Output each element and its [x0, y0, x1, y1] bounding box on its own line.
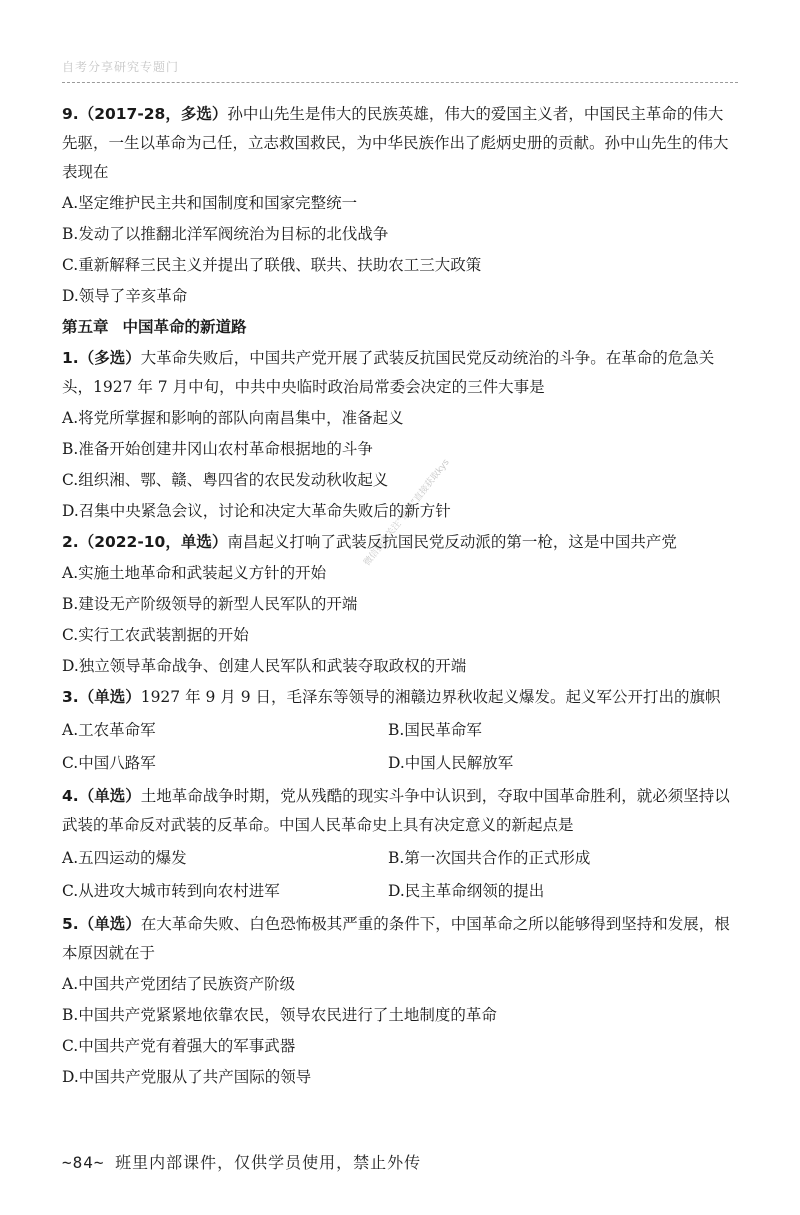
option-d: D.民主革命纲领的提出 [388, 882, 545, 900]
question-tag: （单选） [78, 688, 141, 706]
question-text: 1927 年 9 月 9 日，毛泽东等领导的湘赣边界秋收起义爆发。起义军公开打出的旗帜 [140, 688, 721, 706]
watermark: 微信搜索关注“搜题”直接获取kys [362, 457, 452, 569]
option-a: A.中国共产党团结了民族资产阶级 [62, 975, 296, 993]
question-stem [62, 910, 734, 968]
option-b: B.建设无产阶级领导的新型人民军队的开端 [62, 595, 358, 613]
options-grid [62, 842, 734, 908]
question-number: 3. [62, 688, 79, 706]
question-number: 5. [62, 915, 79, 933]
question-tag: （多选） [78, 349, 141, 367]
question-text: 在大革命失败、白色恐怖极其严重的条件下，中国革命之所以能够得到坚持和发展，根本原因就在于 [62, 915, 730, 962]
page-content [62, 98, 734, 1094]
question-tag: （2022-10，单选） [78, 533, 228, 551]
option-c: C.从进攻大城市转到向农村进军 [62, 882, 280, 900]
question-4 [62, 782, 734, 908]
option-b: B.第一次国共合作的正式形成 [388, 849, 591, 867]
question-text: 孙中山先生是伟大的民族英雄，伟大的爱国主义者，中国民主革命的伟大先驱，一生以革命为己任，立志救国救民，为中华民族作出了彪炳史册的贡献。孙中山先生的伟大表现在 [62, 105, 729, 181]
question-text: 南昌起义打响了武装反抗国民党反动派的第一枪，这是中国共产党 [227, 533, 677, 551]
question-5 [62, 910, 734, 1092]
question-number: 2. [62, 533, 79, 551]
question-stem [62, 782, 734, 840]
question-2 [62, 528, 734, 681]
option-c: C.组织湘、鄂、赣、粤四省的农民发动秋收起义 [62, 471, 389, 489]
question-tag: （单选） [78, 915, 141, 933]
option-b: B.国民革命军 [388, 721, 482, 739]
question-number: 1. [62, 349, 79, 367]
question-stem [62, 344, 734, 402]
chapter-title: 中国革命的新道路 [122, 318, 247, 336]
option-a: A.实施土地革命和武装起义方针的开始 [62, 564, 327, 582]
question-number: 9. [62, 105, 79, 123]
options-grid [62, 714, 734, 780]
option-c: C.中国共产党有着强大的军事武器 [62, 1037, 296, 1055]
question-tag: （单选） [78, 787, 141, 805]
question-1 [62, 344, 734, 526]
option-d: D.领导了辛亥革命 [62, 287, 188, 305]
question-text: 土地革命战争时期，党从残酷的现实斗争中认识到，夺取中国革命胜利，就必须坚持以武装的革命反对武装的反革命。中国人民革命史上具有决定意义的新起点是 [62, 787, 730, 834]
chapter-heading [62, 313, 734, 342]
chapter-number: 第五章 [62, 318, 109, 336]
question-stem [62, 683, 734, 712]
question-number: 4. [62, 787, 79, 805]
option-b: B.准备开始创建井冈山农村革命根据地的斗争 [62, 440, 373, 458]
option-d: D.召集中央紧急会议，讨论和决定大革命失败后的新方针 [62, 502, 451, 520]
question-9 [62, 100, 734, 311]
option-a: A.工农革命军 [62, 721, 156, 739]
question-tag: （2017-28，多选） [78, 105, 228, 123]
option-b: B.中国共产党紧紧地依靠农民，领导农民进行了土地制度的革命 [62, 1006, 497, 1024]
header-divider [62, 82, 738, 83]
option-d: D.中国人民解放军 [388, 754, 514, 772]
page-header: 自考分享研究专题门 [62, 60, 180, 74]
question-stem [62, 100, 734, 187]
option-a: A.将党所掌握和影响的部队向南昌集中，准备起义 [62, 409, 404, 427]
option-a: A.五四运动的爆发 [62, 849, 187, 867]
option-d: D.独立领导革命战争、创建人民军队和武装夺取政权的开端 [62, 657, 467, 675]
option-b: B.发动了以推翻北洋军阀统治为目标的北伐战争 [62, 225, 389, 243]
option-c: C.中国八路军 [62, 754, 156, 772]
question-stem [62, 528, 734, 557]
option-c: C.重新解释三民主义并提出了联俄、联共、扶助农工三大政策 [62, 256, 482, 274]
option-d: D.中国共产党服从了共产国际的领导 [62, 1068, 312, 1086]
option-c: C.实行工农武装割据的开始 [62, 626, 249, 644]
page-footer: ~84~ 班里内部课件，仅供学员使用，禁止外传 [62, 1153, 422, 1172]
question-text: 大革命失败后，中国共产党开展了武装反抗国民党反动统治的斗争。在革命的危急关头，1927 年 7 月中旬，中共中央临时政治局常委会决定的三件大事是 [62, 349, 715, 396]
option-a: A.坚定维护民主共和国制度和国家完整统一 [62, 194, 358, 212]
question-3 [62, 683, 734, 780]
